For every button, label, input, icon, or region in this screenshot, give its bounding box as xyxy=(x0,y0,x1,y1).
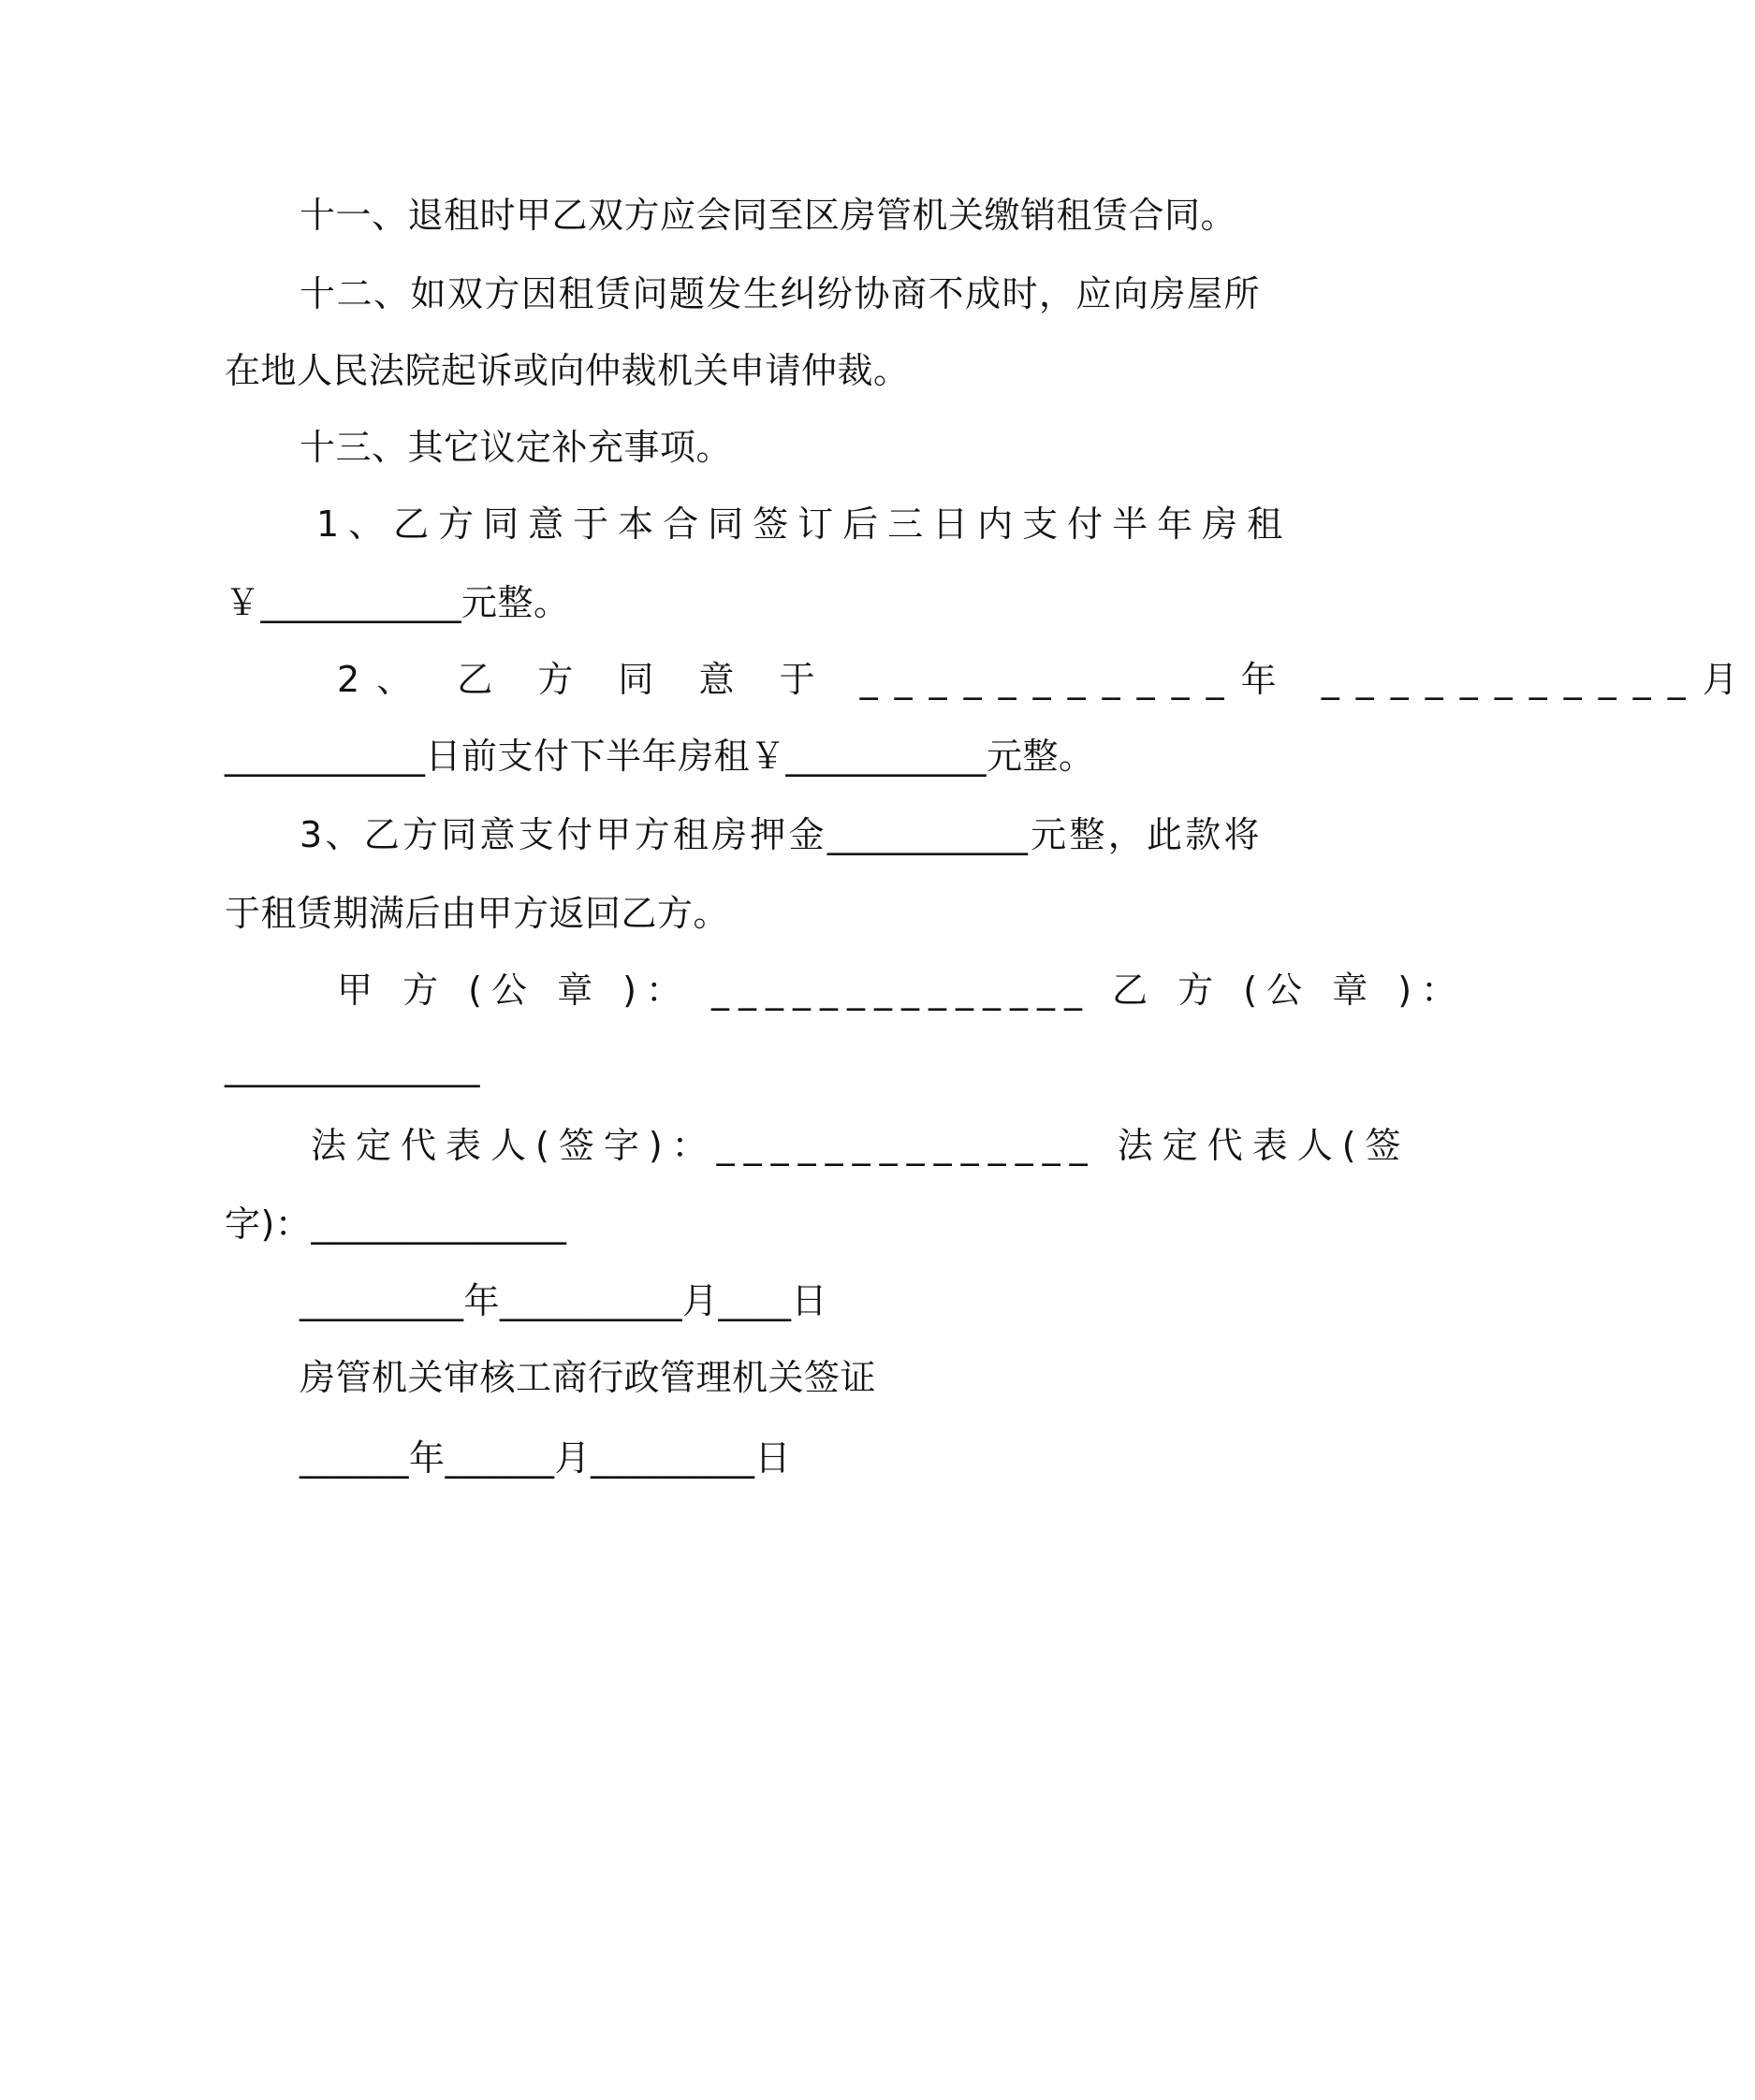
item-3-line-2: 于租赁期满后由甲方返回乙方。 xyxy=(225,893,730,934)
clause-12-line-1: 十二、如双方因租赁问题发生纠纷协商不成时，应向房屋所 xyxy=(300,273,1260,314)
signing-date: _________年__________月____日 xyxy=(300,1280,828,1321)
item-3-line-1: 3、乙方同意支付甲方租房押金___________元整，此款将 xyxy=(300,814,1260,855)
item-2-line-1: 2、 乙 方 同 意 于 ___________年 ___________月 xyxy=(337,659,1755,700)
legal-representative-signature-blank: 字)：______________ xyxy=(225,1203,567,1245)
legal-representative-signatures: 法定代表人(签字)：______________ 法定代表人(签 xyxy=(311,1125,1411,1166)
certification-date: ______年______月_________日 xyxy=(300,1437,792,1479)
item-1-line-1: 1、乙方同意于本合同签订后三日内支付半年房租 xyxy=(316,503,1293,545)
clause-12-line-2: 在地人民法院起诉或向仲裁机关申请仲裁。 xyxy=(225,350,910,391)
clause-13: 十三、其它议定补充事项。 xyxy=(300,427,733,468)
signature-party-b-seal-blank: ______________ xyxy=(225,1046,480,1087)
item-2-line-2: ___________日前支付下半年房租￥___________元整。 xyxy=(225,736,1095,777)
clause-11: 十一、退租时甲乙双方应会同至区房管机关缴销租赁合同。 xyxy=(300,195,1237,236)
signature-party-seals: 甲 方 (公 章 )： ______________ 乙 方 (公 章 )： xyxy=(337,970,1467,1011)
housing-authority-certification: 房管机关审核工商行政管理机关签证 xyxy=(300,1357,877,1398)
item-1-line-2: ￥___________元整。 xyxy=(225,582,570,623)
